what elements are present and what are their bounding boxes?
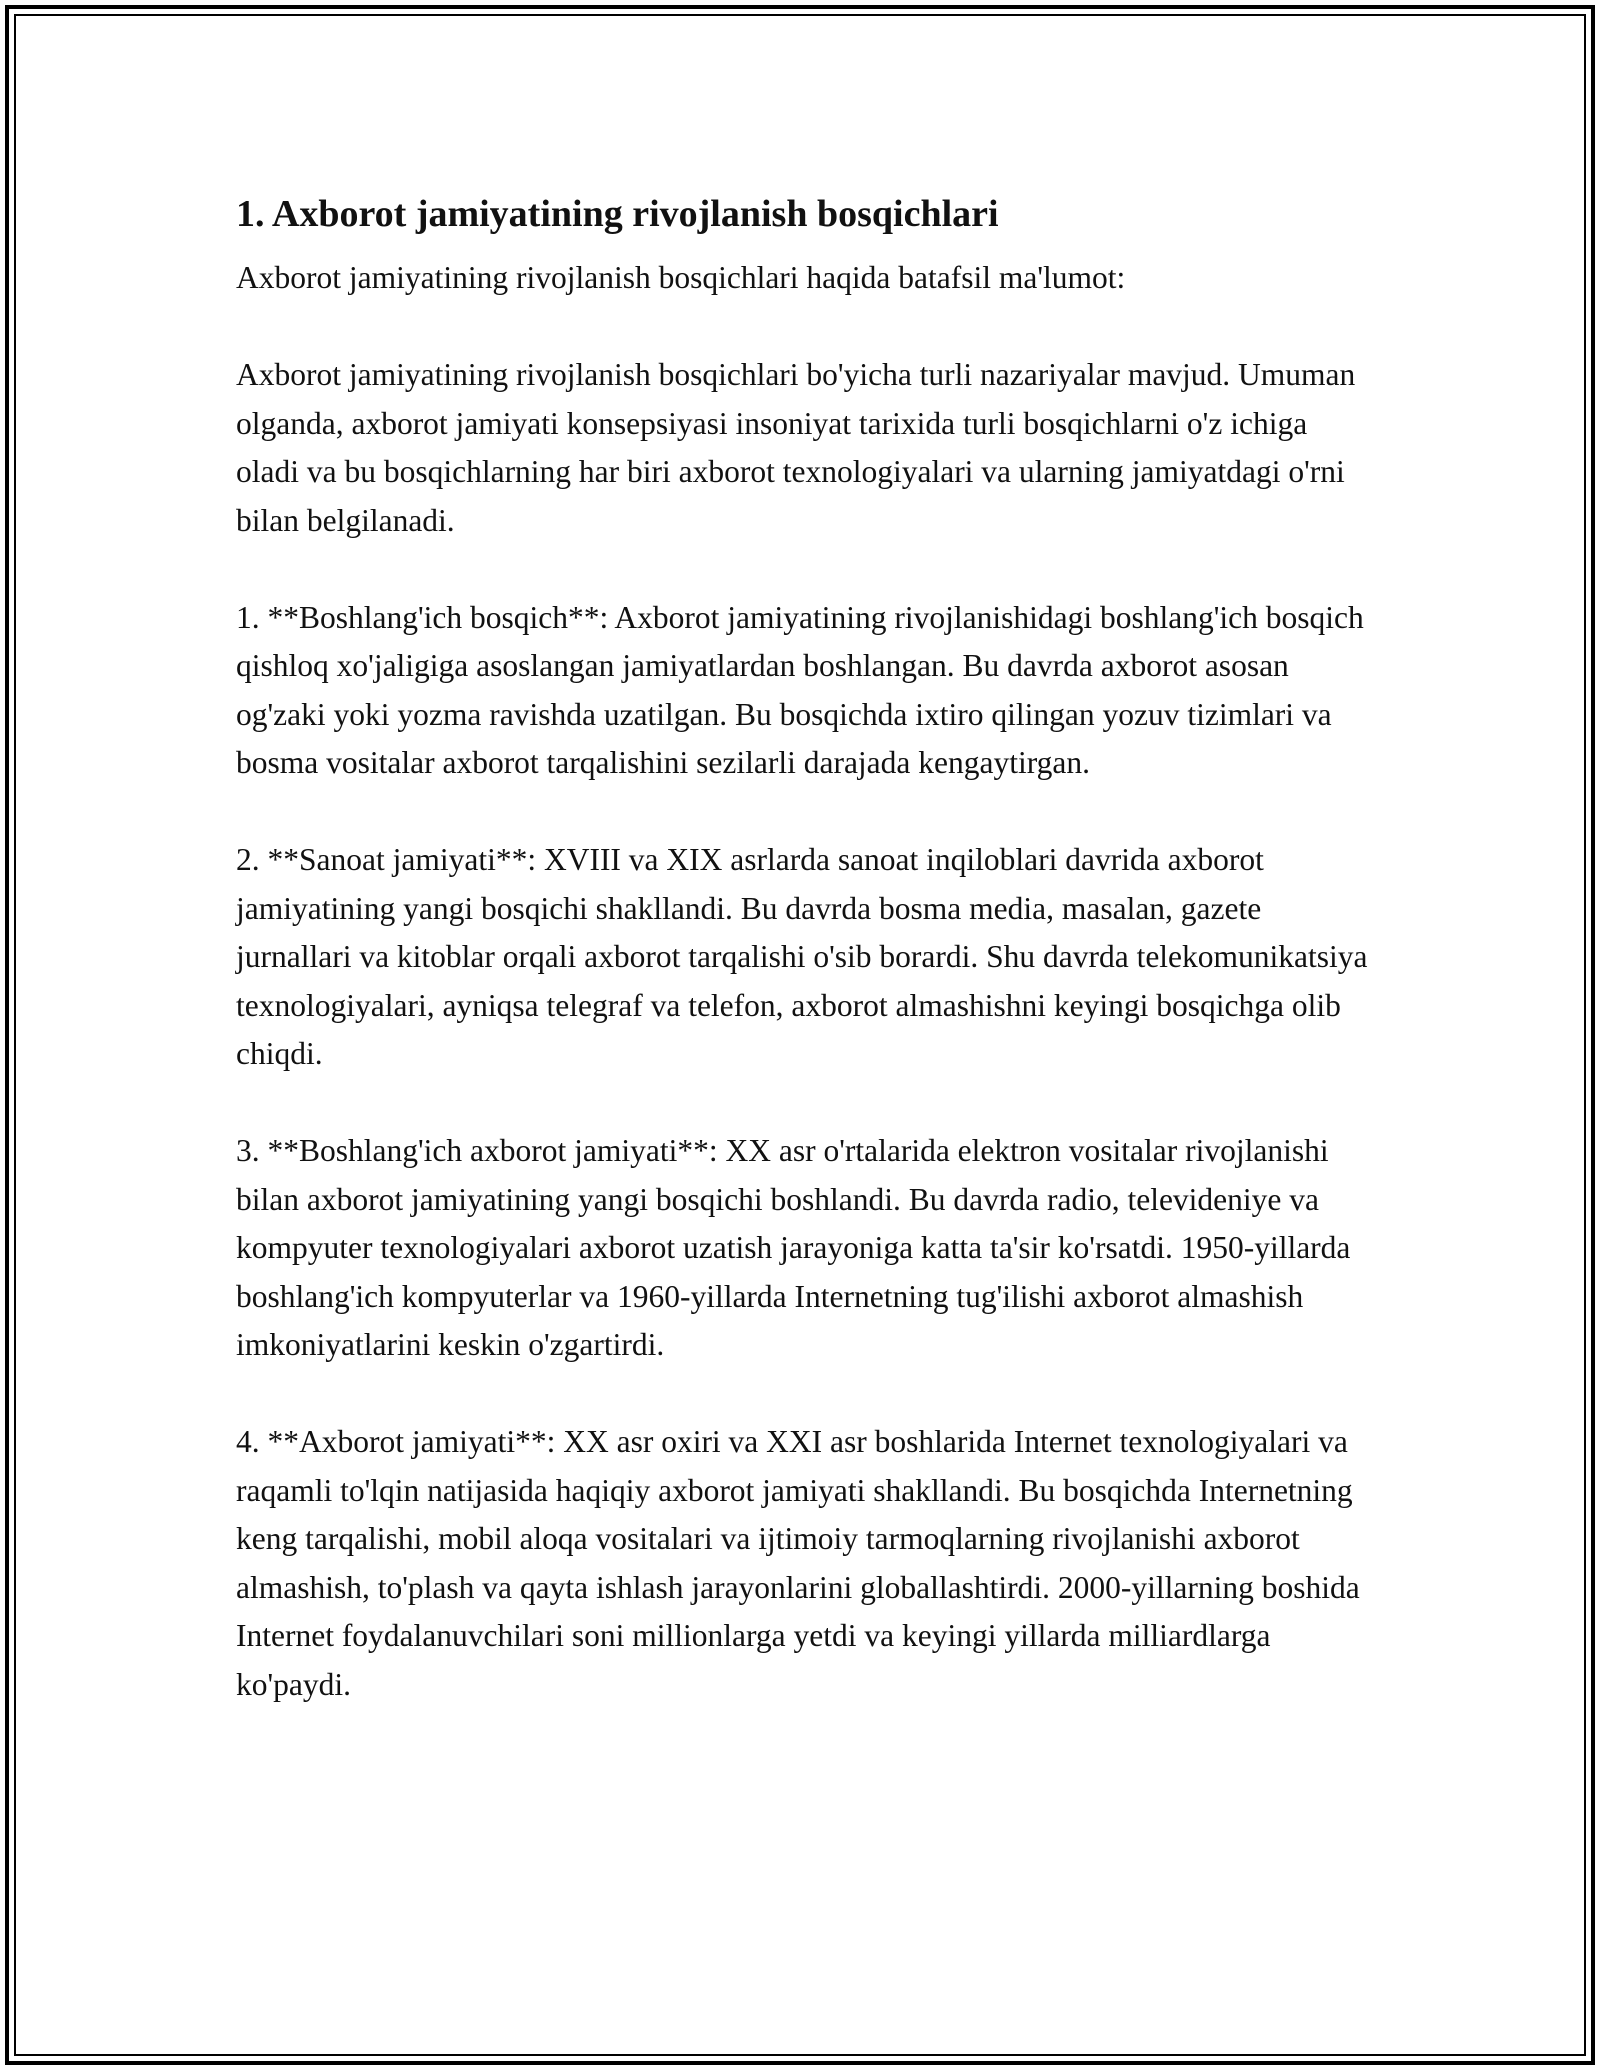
stage-2-paragraph: 2. **Sanoat jamiyati**: XVIII va XIX asrlarda sanoat inqiloblari davrida axborot jamiyatining yangi bosqichi shakllandi. Bu davrda bosma media, masalan, gazete jurnallari va kitoblar orqali axborot tarqalishi o'sib borardi. Shu davrda telekomunikatsiya texnologiyalari, ayniqsa telegraf va telefon, axborot almashishni keyingi bosqichga olib chiqdi. <box>236 842 1368 1071</box>
section-heading: 1. Axborot jamiyatining rivojlanish bosqichlari <box>236 193 999 235</box>
stage-4-paragraph: 4. **Axborot jamiyati**: XX asr oxiri va XXI asr boshlarida Internet texnologiyalari va raqamli to'lqin natijasida haqiqiy axborot jamiyati shakllandi. Bu bosqichda Internetning keng tarqalishi, mobil aloqa vositalari va ijtimoiy tarmoqlarning rivojlanishi axborot almashish, to'plash va qayta ishlash jarayonlarini globallashtirdi. 2000-yillarning boshida Internet foydalanuvchilari soni millionlarga yetdi va keyingi yillarda milliardlarga ko'paydi. <box>236 1424 1360 1702</box>
stage-3-paragraph: 3. **Boshlang'ich axborot jamiyati**: XX asr o'rtalarida elektron vositalar rivojlanishi bilan axborot jamiyatining yangi bosqichi boshlandi. Bu davrda radio, televideniye va kompyuter texnologiyalari axborot uzatish jarayoniga katta ta'sir ko'rsatdi. 1950-yillarda boshlang'ich kompyuterlar va 1960-yillarda Internetning tug'ilishi axborot almashish imkoniyatlarini keskin o'zgartirdi. <box>236 1133 1351 1362</box>
stage-1-paragraph: 1. **Boshlang'ich bosqich**: Axborot jamiyatining rivojlanishidagi boshlang'ich bosqich qishloq xo'jaligiga asoslangan jamiyatlardan boshlangan. Bu davrda axborot asosan og'zaki yoki yozma ravishda uzatilgan. Bu bosqichda ixtiro qilingan yozuv tizimlari va bosma vositalar axborot tarqalishini sezilarli darajada kengaytirgan. <box>236 599 1364 780</box>
intro-paragraph: Axborot jamiyatining rivojlanish bosqichlari haqida batafsil ma'lumot: <box>236 260 1126 295</box>
overview-paragraph: Axborot jamiyatining rivojlanish bosqichlari bo'yicha turli nazariyalar mavjud. Umuman olganda, axborot jamiyati konsepsiyasi insoniyat tarixida turli bosqichlarni o'z ichiga oladi va bu bosqichlarning har biri axborot texnologiyalari va ularning jamiyatdagi o'rni bilan belgilanadi. <box>236 357 1356 538</box>
document-body <box>236 186 1376 1709</box>
